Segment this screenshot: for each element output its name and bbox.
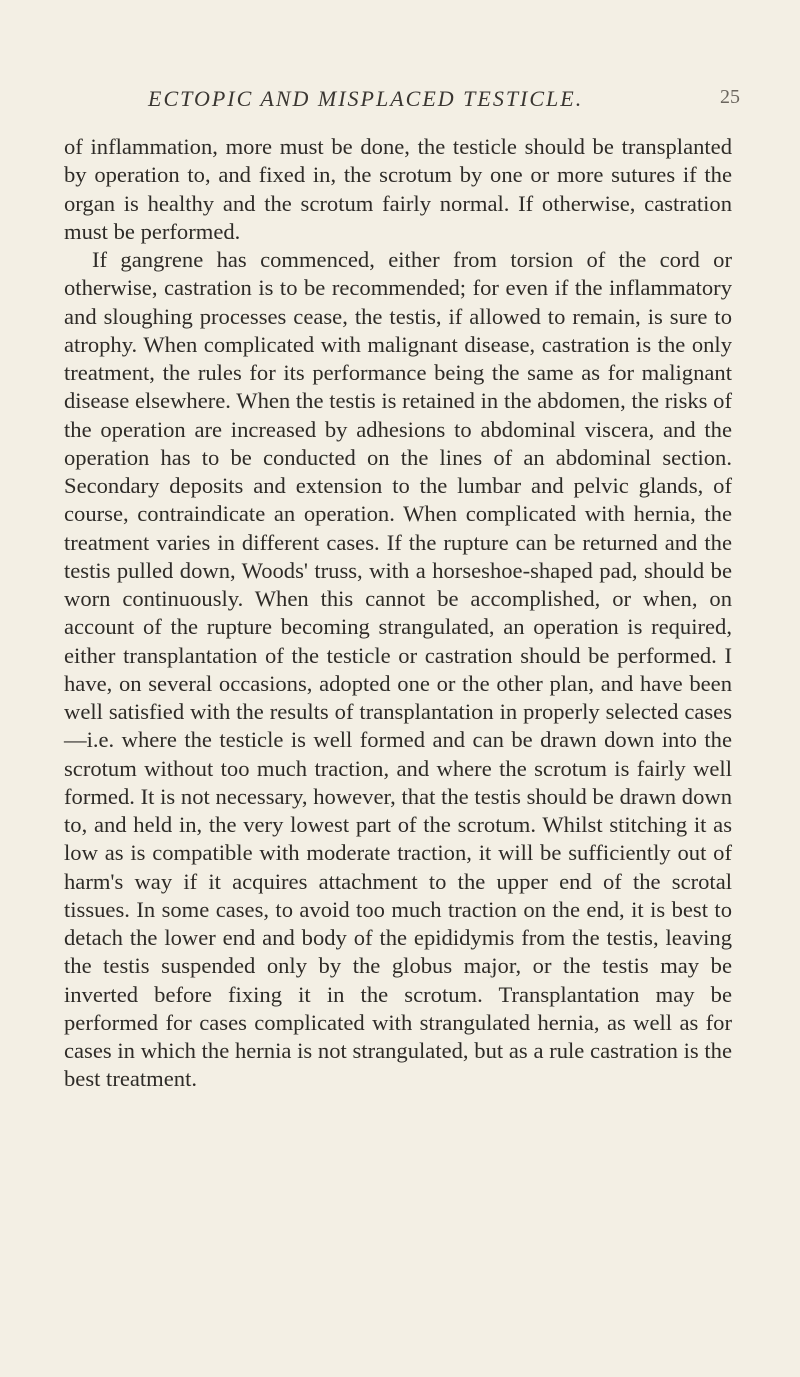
paragraph-gangrene: If gangrene has commenced, either from torsion of the cord or otherwise, castration is to be recommended; for even if the inflammatory and sloughing processes cease, the testis, if allowed to remain, is sure to atrophy. When complicated with malignant disease, castration is the only treatment, the rules for its performance being the same as for malignant disease elsewhere. When the testis is retained in the abdomen, the risks of the operation are increased by adhesions to abdominal viscera, and the operation has to be conducted on the lines of an abdominal section. Secondary deposits and extension to the lumbar and pelvic glands, of course, contraindicate an operation. When complicated with hernia, the treatment varies in different cases. If the rupture can be returned and the testis pulled down, Woods' truss, with a horseshoe-shaped pad, should be worn continuously. When this cannot be accomplished, or when, on account of the rupture becoming strangulated, an operation is required, either transplantation of the testicle or castration should be performed. I have, on several occasions, adopted one or the other plan, and have been well satisfied with the results of transplantation in properly selected cases—i.e. where the testicle is well formed and can be drawn down into the scrotum without too much traction, and where the scrotum is fairly well formed. It is not necessary, however, that the testis should be drawn down to, and held in, the very lowest part of the scrotum. Whilst stitching it as low as is compatible with moderate traction, it will be sufficiently out of harm's way if it acquires attachment to the upper end of the scrotal tissues. In some cases, to avoid too much traction on the end, it is best to detach the lower end and body of the epididymis from the testis, leaving the testis suspended only by the globus major, or the testis may be inverted before fixing it in the scrotum. Transplantation may be performed for cases complicated with strangulated hernia, as well as for cases in which the hernia is not strangulated, but as a rule castration is the best treatment. [64, 247, 732, 1092]
page-number: 25 [720, 86, 740, 108]
running-head [60, 86, 740, 116]
body-text [64, 133, 732, 1094]
running-title: ECTOPIC AND MISPLACED TESTICLE. [148, 86, 584, 111]
paragraph-continued: of inflammation, more must be done, the testicle should be transplanted by operation to, and fixed in, the scrotum by one or more sutures if the organ is healthy and the scrotum fairly normal. If otherwise, castration must be performed. [64, 134, 732, 244]
